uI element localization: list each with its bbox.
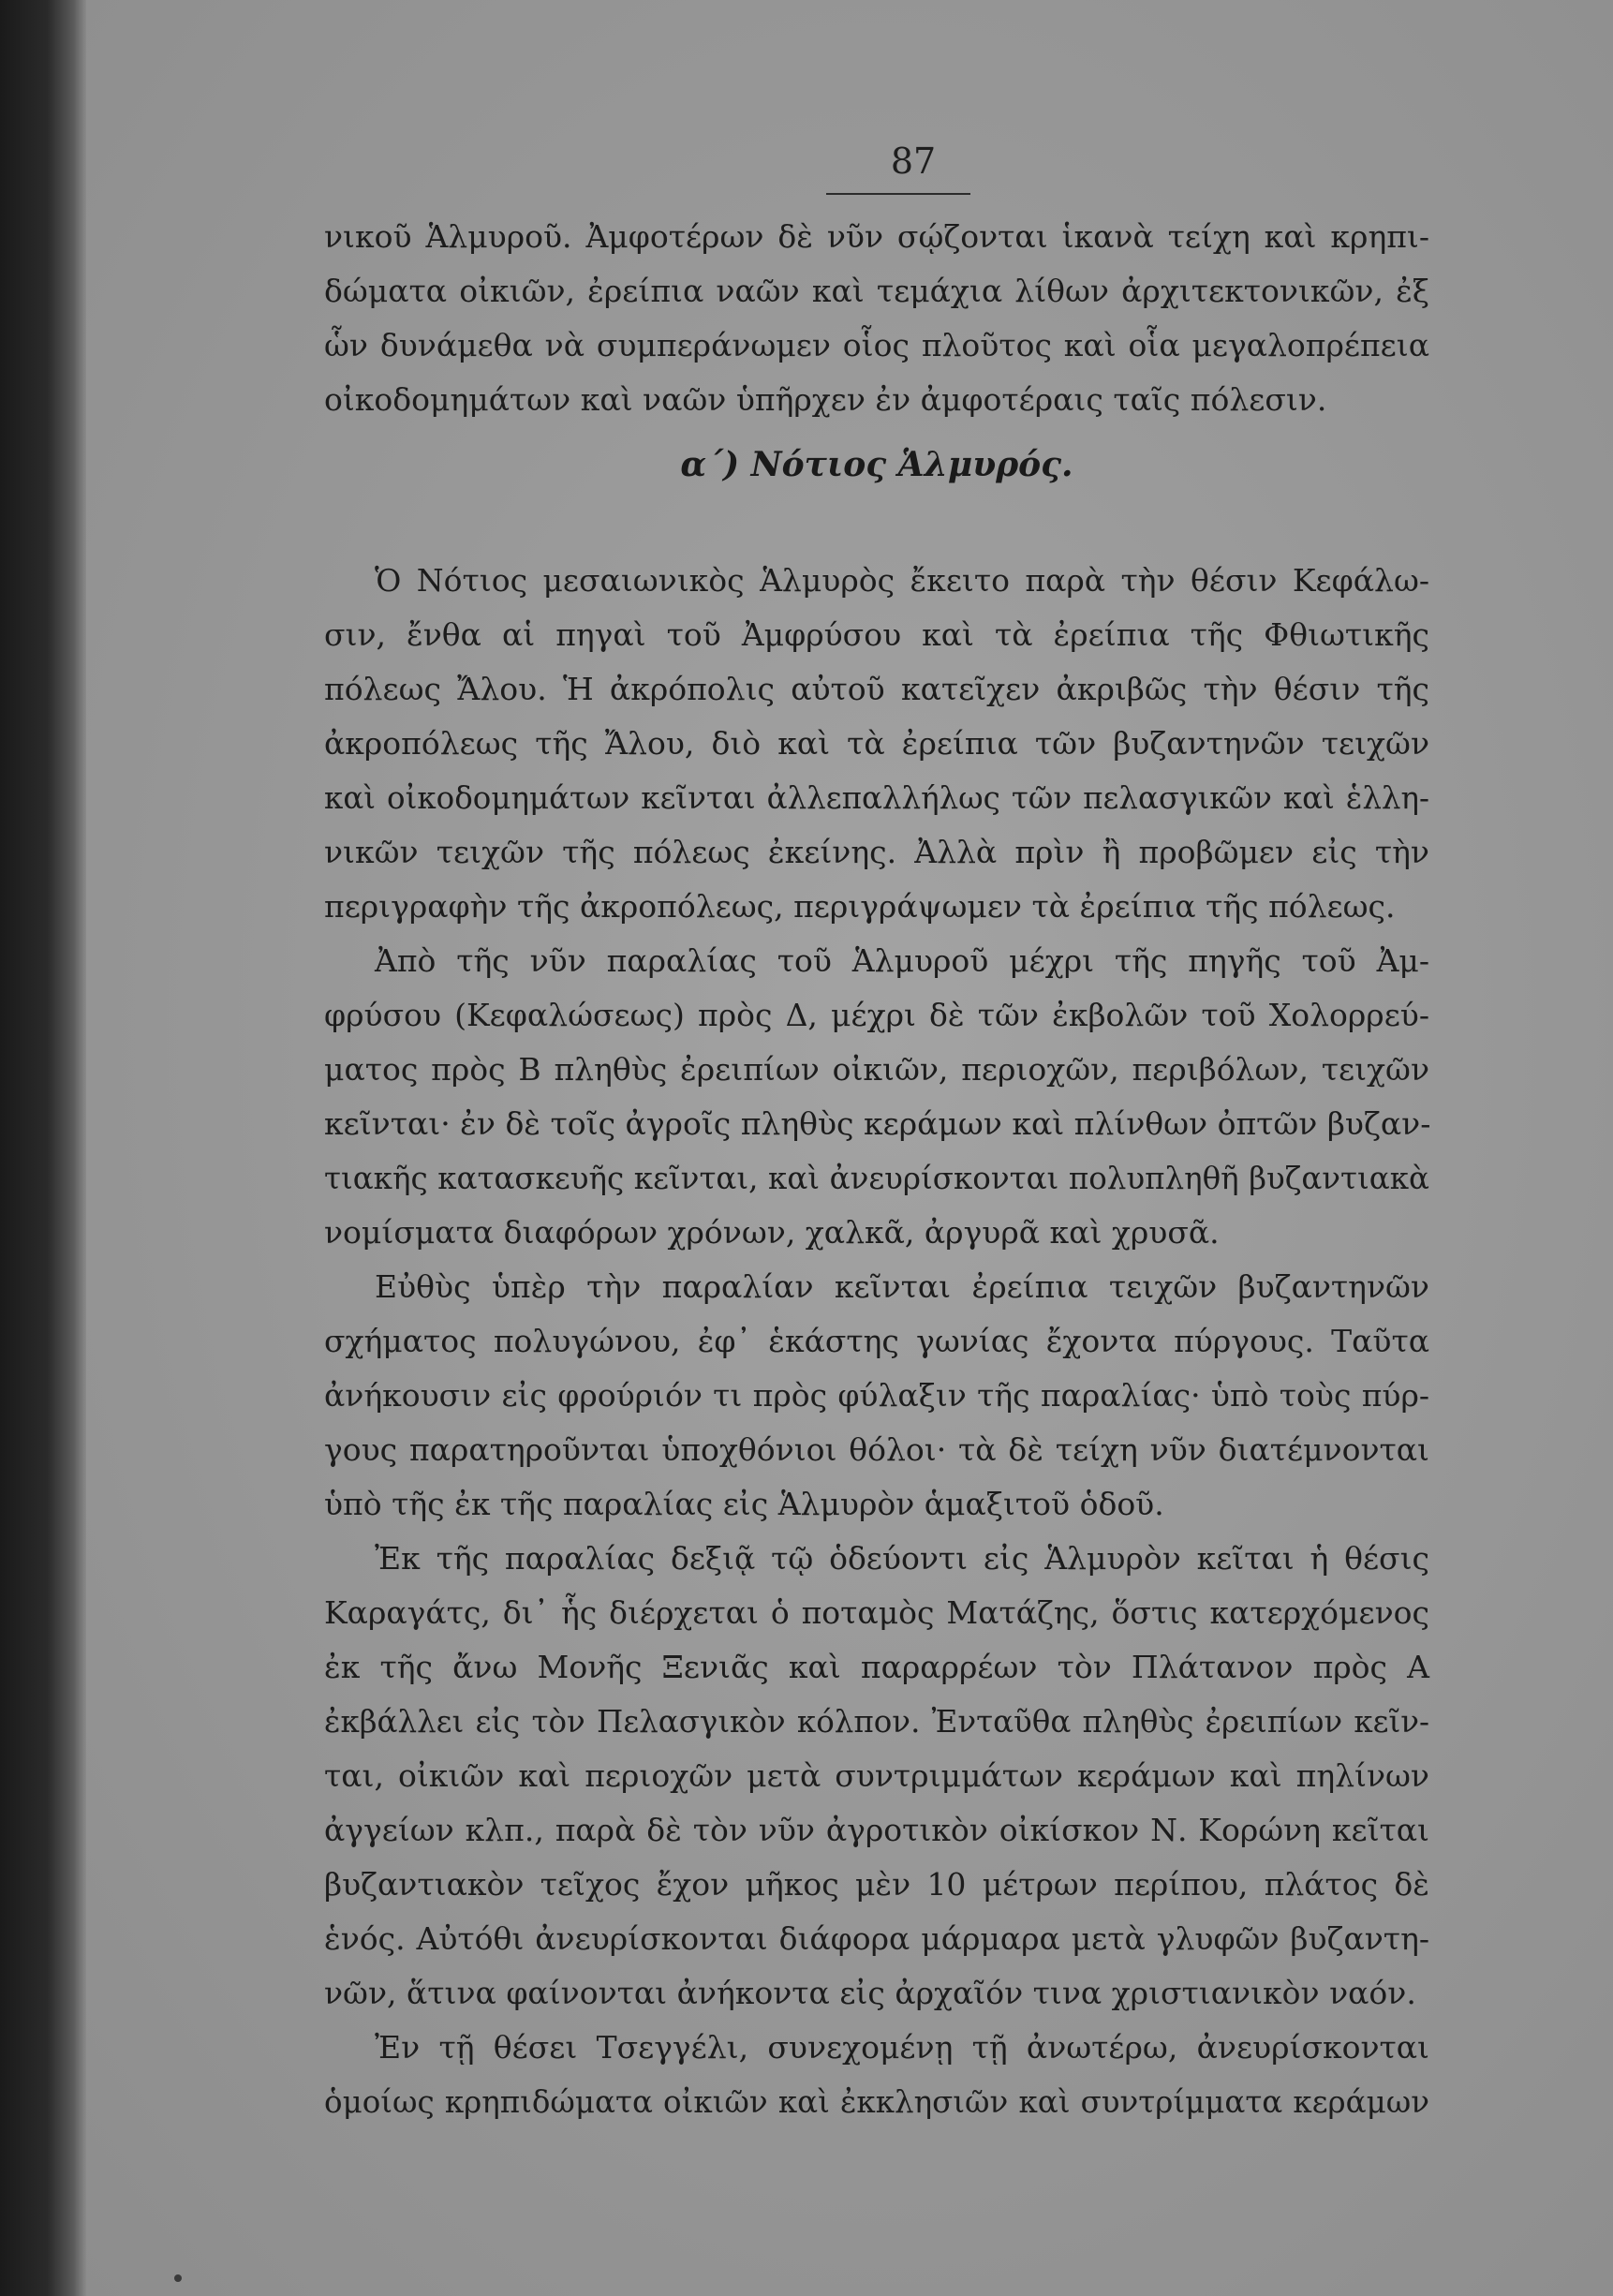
text-line: νομίσματα διαφόρων χρόνων, χαλκᾶ, ἀργυρᾶ καὶ χρυσᾶ.	[324, 1214, 1220, 1251]
text-line: Ἐκ τῆς παραλίας δεξιᾷ τῷ ὁδεύοντι εἰς Ἁλμυρὸν κεῖται ἡ θέσις	[375, 1540, 1429, 1577]
text-line: κεῖνται· ἐν δὲ τοῖς ἀγροῖς πληθὺς κεράμων καὶ πλίνθων ὀπτῶν βυζαν-	[324, 1105, 1431, 1142]
text-line: ἐκ τῆς ἄνω Μονῆς Ξενιᾶς καὶ παραρρέων τὸν Πλάτανον πρὸς Α	[324, 1649, 1429, 1685]
text-line: ἀγγείων κλπ., παρὰ δὲ τὸν νῦν ἀγροτικὸν οἰκίσκον Ν. Κορώνη κεῖται	[324, 1812, 1429, 1848]
text-line: γους παρατηροῦνται ὑποχθόνιοι θόλοι· τὰ δὲ τείχη νῦν διατέμνονται	[324, 1431, 1429, 1468]
page-number: 87	[890, 141, 937, 182]
ink-speck	[174, 2274, 182, 2282]
section-heading: α΄) Νότιος Ἁλμυρός.	[680, 445, 1073, 484]
text-line: φρύσου (Κεφαλώσεως) πρὸς Δ, μέχρι δὲ τῶν ἐκβολῶν τοῦ Χολορρεύ-	[324, 997, 1429, 1033]
text-line: ἀνήκουσιν εἰς φρούριόν τι πρὸς φύλαξιν τῆς παραλίας· ὑπὸ τοὺς πύρ-	[324, 1377, 1429, 1414]
text-line: Καραγάτς, δι᾽ ἧς διέρχεται ὁ ποταμὸς Ματάζης, ὅστις κατερχόμενος	[324, 1594, 1429, 1631]
text-line: νῶν, ἅτινα φαίνονται ἀνήκοντα εἰς ἀρχαῖόν τινα χριστιανικὸν ναόν.	[324, 1975, 1416, 2011]
text-line: περιγραφὴν τῆς ἀκροπόλεως, περιγράψωμεν τὰ ἐρείπια τῆς πόλεως.	[324, 888, 1396, 925]
text-line: ἑνός. Αὐτόθι ἀνευρίσκονται διάφορα μάρμαρα μετὰ γλυφῶν βυζαντη-	[324, 1920, 1429, 1957]
text-line: καὶ οἰκοδομημάτων κεῖνται ἀλλεπαλλήλως τῶν πελασγικῶν καὶ ἑλλη-	[324, 780, 1429, 816]
text-line: ἐκβάλλει εἰς τὸν Πελασγικὸν κόλπον. Ἐνταῦθα πληθὺς ἐρειπίων κεῖν-	[324, 1704, 1429, 1740]
page-number-rule	[826, 193, 970, 195]
text-line: Ἐν τῇ θέσει Τσεγγέλι, συνεχομένῃ τῇ ἀνωτέρω, ἀνευρίσκονται	[375, 2029, 1429, 2066]
text-line: τιακῆς κατασκευῆς κεῖνται, καὶ ἀνευρίσκονται πολυπληθῆ βυζαντιακὰ	[324, 1161, 1429, 1196]
text-line: σχήματος πολυγώνου, ἐφ᾽ ἑκάστης γωνίας ἔχοντα πύργους. Ταῦτα	[324, 1323, 1429, 1359]
text-line: βυζαντιακὸν τεῖχος ἔχον μῆκος μὲν 10 μέτρων περίπου, πλάτος δὲ	[324, 1866, 1429, 1903]
text-line: οἰκοδομημάτων καὶ ναῶν ὑπῆρχεν ἐν ἀμφοτέραις ταῖς πόλεσιν.	[324, 381, 1327, 418]
text-line: δώματα οἰκιῶν, ἐρείπια ναῶν καὶ τεμάχια λίθων ἀρχιτεκτονικῶν, ἐξ	[324, 273, 1429, 309]
text-line: Ἀπὸ τῆς νῦν παραλίας τοῦ Ἁλμυροῦ μέχρι τῆς πηγῆς τοῦ Ἀμ-	[375, 942, 1429, 979]
text-line: ὑπὸ τῆς ἐκ τῆς παραλίας εἰς Ἁλμυρὸν ἁμαξιτοῦ ὁδοῦ.	[324, 1486, 1164, 1522]
text-line: πόλεως Ἄλου. Ἡ ἀκρόπολις αὐτοῦ κατεῖχεν ἀκριβῶς τὴν θέσιν τῆς	[324, 671, 1429, 707]
text-line: ματος πρὸς Β πληθὺς ἐρειπίων οἰκιῶν, περιοχῶν, περιβόλων, τειχῶν	[324, 1051, 1429, 1088]
text-line: σιν, ἔνθα αἱ πηγαὶ τοῦ Ἀμφρύσου καὶ τὰ ἐρείπια τῆς Φθιωτικῆς	[324, 616, 1429, 653]
text-line: Ὁ Νότιος μεσαιωνικὸς Ἁλμυρὸς ἔκειτο παρὰ τὴν θέσιν Κεφάλω-	[375, 562, 1429, 599]
text-line: ὁμοίως κρηπιδώματα οἰκιῶν καὶ ἐκκλησιῶν καὶ συντρίμματα κεράμων	[324, 2084, 1429, 2120]
text-line: ἀκροπόλεως τῆς Ἄλου, διὸ καὶ τὰ ἐρείπια τῶν βυζαντηνῶν τειχῶν	[324, 725, 1429, 762]
text-line: ὧν δυνάμεθα νὰ συμπεράνωμεν οἷος πλοῦτος καὶ οἷα μεγαλοπρέπεια	[324, 327, 1429, 363]
text-line: Εὐθὺς ὑπὲρ τὴν παραλίαν κεῖνται ἐρείπια τειχῶν βυζαντηνῶν	[375, 1268, 1429, 1305]
text-line: νικοῦ Ἁλμυροῦ. Ἀμφοτέρων δὲ νῦν σῴζονται ἱκανὰ τείχη καὶ κρηπι-	[324, 218, 1429, 255]
text-line: νικῶν τειχῶν τῆς πόλεως ἐκείνης. Ἀλλὰ πρὶν ἢ προβῶμεν εἰς τὴν	[324, 834, 1429, 870]
text-line: ται, οἰκιῶν καὶ περιοχῶν μετὰ συντριμμάτων κεράμων καὶ πηλίνων	[324, 1757, 1429, 1794]
book-spine-shadow	[0, 0, 86, 2296]
